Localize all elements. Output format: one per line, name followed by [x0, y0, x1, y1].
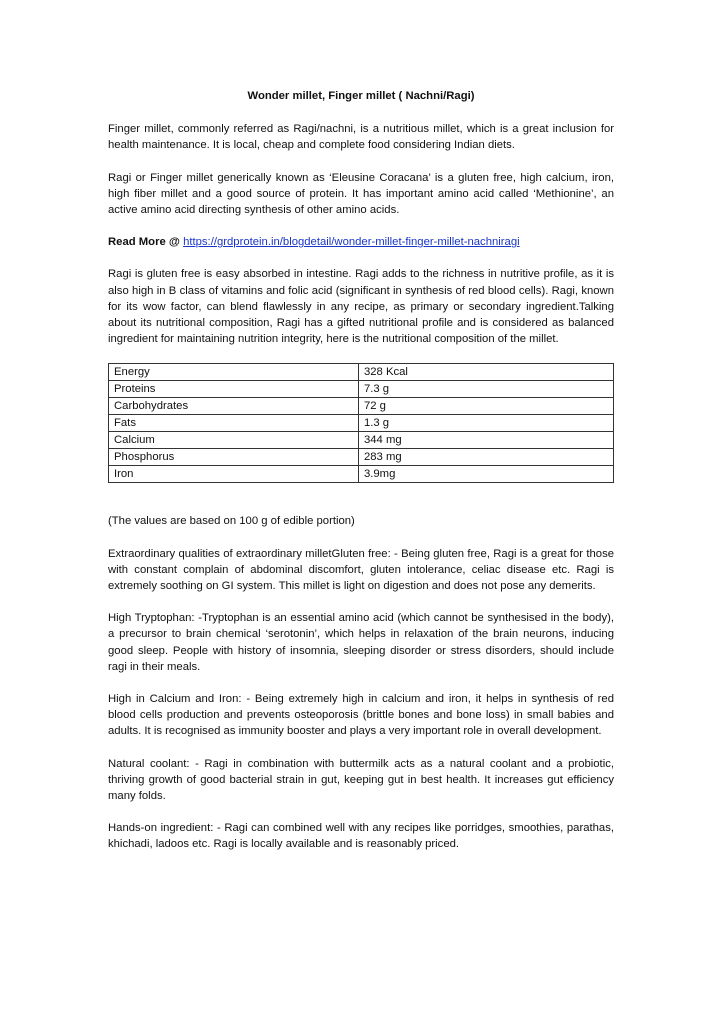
hands-on-ingredient-paragraph: Hands-on ingredient: - Ragi can combined well with any recipes like porridges, smoothies, parathas, khichadi, ladoos etc. Ragi is locally available and is reasonably priced.	[108, 822, 614, 851]
table-row	[109, 415, 614, 432]
nutrient-cell: Fats	[109, 415, 359, 432]
read-more-label: Read More @	[108, 236, 180, 249]
table-row	[109, 466, 614, 483]
value-cell: 3.9mg	[358, 466, 613, 483]
nutrient-cell: Carbohydrates	[109, 398, 359, 415]
table-row	[109, 398, 614, 415]
read-more-line	[108, 234, 614, 250]
value-cell: 328 Kcal	[358, 364, 613, 381]
nutrition-intro-paragraph: Ragi is gluten free is easy absorbed in intestine. Ragi adds to the richness in nutritive profile, as it is also high in B class of vitamins and folic acid (significant in synthesis of red blood cells). Ragi, known for its wow factor, can blend flawlessly in any recipe, as primary or secondary ingredient.Talking about its nutritional composition, Ragi has a gifted nutritional profile and is considered as balanced ingredient for maintaining nutrition integrity, here is the nutritional composition of the millet.	[108, 268, 614, 346]
document-title: Wonder millet, Finger millet ( Nachni/Ragi)	[247, 90, 475, 102]
value-cell: 283 mg	[358, 449, 613, 466]
intro-paragraph: Finger millet, commonly referred as Ragi/nachni, is a nutritious millet, which is a great inclusion for health maintenance. It is local, cheap and complete food considering Indian diets.	[108, 123, 614, 152]
nutrient-cell: Calcium	[109, 432, 359, 449]
nutrition-table	[108, 363, 614, 483]
table-note: (The values are based on 100 g of edible portion)	[108, 515, 355, 528]
table-row	[109, 381, 614, 398]
table-row	[109, 364, 614, 381]
document-page	[108, 88, 614, 869]
table-row	[109, 449, 614, 466]
ragi-description-paragraph: Ragi or Finger millet generically known as ‘Eleusine Coracana’ is a gluten free, high calcium, iron, high fiber millet and a good source of protein. It has important amino acid called ‘Methionine’, an active amino acid directing synthesis of other amino acids.	[108, 171, 614, 217]
calcium-iron-paragraph: High in Calcium and Iron: - Being extremely high in calcium and iron, it helps in synthesis of red blood cells production and prevents osteoporosis (brittle bones and bone loss) in small babies and adults. It is recognised as immunity booster and plays a very important role in overall development.	[108, 693, 614, 738]
natural-coolant-paragraph: Natural coolant: - Ragi in combination with buttermilk acts as a natural coolant and a probiotic, thriving growth of good bacterial strain in gut, keeping gut in best health. It increases gut efficiency many folds.	[108, 757, 614, 803]
tryptophan-paragraph: High Tryptophan: -Tryptophan is an essential amino acid (which cannot be synthesised in the body), a precursor to brain chemical ‘serotonin’, which helps in relaxation of the brain neurons, inducing good sleep. People with history of insomnia, sleeping disorder or stress disorders, should include ragi in their meals.	[108, 612, 614, 673]
gluten-free-paragraph: Extraordinary qualities of extraordinary milletGluten free: - Being gluten free, Ragi is a great for those with constant complain of abdominal discomfort, gluten intolerance, celiac disease etc. Ragi is extremely soothing on GI system. This millet is light on digestion and does not pose any demerits.	[108, 547, 614, 593]
nutrient-cell: Energy	[109, 364, 359, 381]
nutrient-cell: Phosphorus	[109, 449, 359, 466]
value-cell: 72 g	[358, 398, 613, 415]
value-cell: 344 mg	[358, 432, 613, 449]
table-row	[109, 432, 614, 449]
value-cell: 1.3 g	[358, 415, 613, 432]
nutrient-cell: Proteins	[109, 381, 359, 398]
read-more-link[interactable]: https://grdprotein.in/blogdetail/wonder-millet-finger-millet-nachniragi	[183, 236, 520, 249]
nutrient-cell: Iron	[109, 466, 359, 483]
value-cell: 7.3 g	[358, 381, 613, 398]
